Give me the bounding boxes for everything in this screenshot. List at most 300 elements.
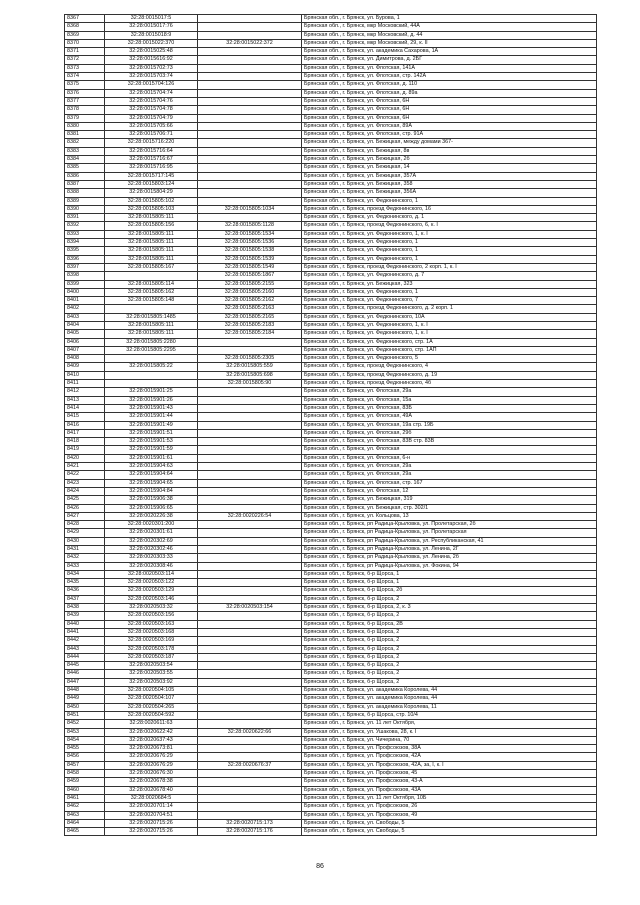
- cadastral-number-cell: [105, 305, 198, 313]
- object-number-cell: 32:28:0015805:1538: [198, 247, 302, 255]
- table-row: [65, 189, 597, 197]
- cadastral-number-cell: 32:28:0015705:66: [105, 122, 198, 130]
- address-cell: Брянская обл., г. Брянск, ул. Флотская, 6Н: [302, 106, 597, 114]
- address-cell: Брянская обл., г. Брянск, ул. Флотская, 29б: [302, 429, 597, 437]
- row-number-cell: 8398: [65, 272, 105, 280]
- table-row: [65, 828, 597, 836]
- object-number-cell: 32:28:0020715:173: [198, 819, 302, 827]
- row-number-cell: 8395: [65, 247, 105, 255]
- object-number-cell: [198, 346, 302, 354]
- object-number-cell: 32:28:0015805:1549: [198, 263, 302, 271]
- address-cell: Брянская обл., г. Брянск, ул. Федюнинского, 1, к. I: [302, 321, 597, 329]
- address-cell: Брянская обл., г. Брянск, б-р Щорса, 1: [302, 579, 597, 587]
- cadastral-number-cell: 32:28:0020701:14: [105, 803, 198, 811]
- address-cell: Брянская обл., г. Брянск, ул. Флотская, 83Б: [302, 404, 597, 412]
- object-number-cell: [198, 73, 302, 81]
- address-cell: Брянская обл., г. Брянск, ул. Чичерина, 70: [302, 736, 597, 744]
- table-row: [65, 421, 597, 429]
- row-number-cell: 8452: [65, 720, 105, 728]
- table-row: [65, 521, 597, 529]
- row-number-cell: 8377: [65, 97, 105, 105]
- address-cell: Брянская обл., г. Брянск, ул. Федюнинского, д. 7: [302, 272, 597, 280]
- cadastral-number-cell: 32:28:0020503:187: [105, 653, 198, 661]
- table-row: [65, 794, 597, 802]
- cadastral-number-cell: 32:28:0020504:105: [105, 687, 198, 695]
- object-number-cell: [198, 711, 302, 719]
- address-cell: Брянская обл., г. Брянск, б-р Щорса, 2: [302, 645, 597, 653]
- table-row: [65, 487, 597, 495]
- address-cell: Брянская обл., г. Брянск, б-р Щорса, 2В: [302, 620, 597, 628]
- row-number-cell: 8460: [65, 786, 105, 794]
- object-number-cell: [198, 463, 302, 471]
- row-number-cell: 8441: [65, 628, 105, 636]
- row-number-cell: 8433: [65, 562, 105, 570]
- address-cell: Брянская обл., г. Брянск, ул. Флотская, 29а: [302, 471, 597, 479]
- address-cell: Брянская обл., г. Брянск, мкр Московский, 44А: [302, 23, 597, 31]
- address-cell: Брянская обл., г. Брянск, ул. Флотская, стр. 167: [302, 479, 597, 487]
- cadastral-number-cell: 32:28:0015904:63: [105, 463, 198, 471]
- cadastral-number-cell: 32:28:0015906:65: [105, 504, 198, 512]
- row-number-cell: 8392: [65, 222, 105, 230]
- row-number-cell: 8396: [65, 255, 105, 263]
- table-row: [65, 288, 597, 296]
- row-number-cell: 8380: [65, 122, 105, 130]
- page-number: 86: [316, 863, 324, 870]
- address-cell: Брянская обл., г. Брянск, ул. Бежицкая, 358: [302, 180, 597, 188]
- table-row: [65, 338, 597, 346]
- table-row: [65, 711, 597, 719]
- row-number-cell: 8418: [65, 438, 105, 446]
- object-number-cell: [198, 736, 302, 744]
- row-number-cell: 8450: [65, 703, 105, 711]
- cadastral-number-cell: 32:28:0015805:22: [105, 363, 198, 371]
- cadastral-number-cell: 32:28:0015805:111: [105, 239, 198, 247]
- cadastral-number-cell: 32:28:0020503:129: [105, 587, 198, 595]
- cadastral-number-cell: 32:28:0020503:114: [105, 570, 198, 578]
- table-row: [65, 579, 597, 587]
- registry-table-container: [64, 14, 596, 836]
- object-number-cell: [198, 786, 302, 794]
- object-number-cell: 32:28:0015805:2183: [198, 321, 302, 329]
- table-row: [65, 720, 597, 728]
- cadastral-number-cell: 32:28:0020504:265: [105, 703, 198, 711]
- object-number-cell: [198, 678, 302, 686]
- cadastral-number-cell: 32:28:0020301:61: [105, 529, 198, 537]
- table-row: [65, 280, 597, 288]
- table-row: [65, 413, 597, 421]
- cadastral-number-cell: 32:28:0015804:29: [105, 189, 198, 197]
- address-cell: Брянская обл., г. Брянск, ул. Флотская, 19а стр. 19Б: [302, 421, 597, 429]
- cadastral-number-cell: 32:28:0020303:33: [105, 554, 198, 562]
- cadastral-number-cell: 32:28:0015803:124: [105, 180, 198, 188]
- cadastral-number-cell: 32:28:0020301:200: [105, 521, 198, 529]
- row-number-cell: 8391: [65, 214, 105, 222]
- cadastral-number-cell: 32:28:0015805:111: [105, 247, 198, 255]
- table-row: [65, 39, 597, 47]
- row-number-cell: 8413: [65, 396, 105, 404]
- row-number-cell: 8379: [65, 114, 105, 122]
- cadastral-number-cell: 32:28:0015805:111: [105, 230, 198, 238]
- table-row: [65, 114, 597, 122]
- object-number-cell: 32:28:0020226:54: [198, 512, 302, 520]
- object-number-cell: [198, 15, 302, 23]
- table-row: [65, 247, 597, 255]
- cadastral-number-cell: 32:28:0020503:55: [105, 670, 198, 678]
- object-number-cell: [198, 180, 302, 188]
- cadastral-number-cell: 32:28:0015901:26: [105, 396, 198, 404]
- table-row: [65, 753, 597, 761]
- address-cell: Брянская обл., г. Брянск, проезд Федюнинского, 2 корп. 1, к. I: [302, 263, 597, 271]
- address-cell: Брянская обл., г. Брянск, ул. Федюнинского, стр. 1А: [302, 338, 597, 346]
- cadastral-number-cell: 32:28:0015704:79: [105, 114, 198, 122]
- object-number-cell: 32:28:0015805:559: [198, 363, 302, 371]
- row-number-cell: 8427: [65, 512, 105, 520]
- cadastral-number-cell: 32:28:0020622:42: [105, 728, 198, 736]
- object-number-cell: [198, 172, 302, 180]
- object-number-cell: 32:28:0015805:1128: [198, 222, 302, 230]
- row-number-cell: 8430: [65, 537, 105, 545]
- address-cell: Брянская обл., г. Брянск, ул. Профсоюзов, 43-А: [302, 778, 597, 786]
- table-row: [65, 745, 597, 753]
- table-row: [65, 645, 597, 653]
- cadastral-number-cell: 32:28:0020673:81: [105, 745, 198, 753]
- row-number-cell: 8389: [65, 197, 105, 205]
- cadastral-number-cell: [105, 380, 198, 388]
- address-cell: Брянская обл., г. Брянск, ул. Флотская, 6Н: [302, 97, 597, 105]
- object-number-cell: [198, 587, 302, 595]
- address-cell: Брянская обл., г. Брянск, рп Радица-Крыловка, ул. Ленина, 2б: [302, 554, 597, 562]
- address-cell: Брянская обл., г. Брянск, ул. Бежицкая, стр. 302/1: [302, 504, 597, 512]
- table-row: [65, 687, 597, 695]
- address-cell: Брянская обл., г. Брянск, ул. Бежицкая, 323: [302, 280, 597, 288]
- address-cell: Брянская обл., г. Брянск, ул. Димитрова, д. 2БГ: [302, 56, 597, 64]
- address-cell: Брянская обл., г. Брянск, проезд Федюнинского, д. 19: [302, 371, 597, 379]
- address-cell: Брянская обл., г. Брянск, б-р Щорса, 2: [302, 670, 597, 678]
- object-number-cell: [198, 811, 302, 819]
- row-number-cell: 8419: [65, 446, 105, 454]
- address-cell: Брянская обл., г. Брянск, ул. Профсоюзов, 42А: [302, 753, 597, 761]
- object-number-cell: [198, 388, 302, 396]
- address-cell: Брянская обл., г. Брянск, ул. Бежицкая, между домами 367-: [302, 139, 597, 147]
- address-cell: Брянская обл., г. Брянск, ул. Бежицкая, 356А: [302, 189, 597, 197]
- object-number-cell: [198, 48, 302, 56]
- table-row: [65, 554, 597, 562]
- table-row: [65, 562, 597, 570]
- object-number-cell: [198, 438, 302, 446]
- row-number-cell: 8425: [65, 496, 105, 504]
- object-number-cell: [198, 562, 302, 570]
- table-row: [65, 570, 597, 578]
- cadastral-number-cell: 32:28:0015904:64: [105, 471, 198, 479]
- cadastral-number-cell: 32:28:0015018:9: [105, 31, 198, 39]
- cadastral-number-cell: 32:28:0015716:220: [105, 139, 198, 147]
- cadastral-number-cell: 32:28:0015717:145: [105, 172, 198, 180]
- row-number-cell: 8374: [65, 73, 105, 81]
- address-cell: Брянская обл., г. Брянск, ул. Флотская, 141А: [302, 64, 597, 72]
- object-number-cell: 32:28:0015805:1534: [198, 230, 302, 238]
- object-number-cell: 32:28:0015805:1536: [198, 239, 302, 247]
- row-number-cell: 8444: [65, 653, 105, 661]
- table-row: [65, 537, 597, 545]
- cadastral-number-cell: 32:28:0015805:156: [105, 222, 198, 230]
- address-cell: Брянская обл., г. Брянск, ул. Флотская, д. 89а: [302, 89, 597, 97]
- table-row: [65, 122, 597, 130]
- cadastral-number-cell: 32:28:0020503:168: [105, 628, 198, 636]
- row-number-cell: 8426: [65, 504, 105, 512]
- cadastral-number-cell: 32:28:0020678:38: [105, 778, 198, 786]
- address-cell: Брянская обл., г. Брянск, ул. Флотская, 15а: [302, 396, 597, 404]
- object-number-cell: [198, 421, 302, 429]
- cadastral-number-cell: 32:28:0015703:74: [105, 73, 198, 81]
- cadastral-number-cell: 32:28:0015716:95: [105, 164, 198, 172]
- address-cell: Брянская обл., г. Брянск, ул. Бежицкая, 8в: [302, 147, 597, 155]
- object-number-cell: [198, 139, 302, 147]
- object-number-cell: [198, 554, 302, 562]
- object-number-cell: [198, 628, 302, 636]
- row-number-cell: 8431: [65, 546, 105, 554]
- row-number-cell: 8370: [65, 39, 105, 47]
- cadastral-number-cell: 32:28:0015901:59: [105, 446, 198, 454]
- cadastral-number-cell: 32:28:0015805:148: [105, 297, 198, 305]
- table-row: [65, 770, 597, 778]
- address-cell: Брянская обл., г. Брянск, ул. Флотская, 29а: [302, 463, 597, 471]
- object-number-cell: 32:28:0015805:1539: [198, 255, 302, 263]
- cadastral-number-cell: 32:28:0020503:54: [105, 662, 198, 670]
- address-cell: Брянская обл., г. Брянск, ул. академика Королева, 44: [302, 687, 597, 695]
- cadastral-number-cell: 32:28:0020503:146: [105, 595, 198, 603]
- table-row: [65, 786, 597, 794]
- table-row: [65, 371, 597, 379]
- row-number-cell: 8412: [65, 388, 105, 396]
- address-cell: Брянская обл., г. Брянск, б-р Щорса, 2: [302, 595, 597, 603]
- table-row: [65, 180, 597, 188]
- row-number-cell: 8436: [65, 587, 105, 595]
- address-cell: Брянская обл., г. Брянск, ул. Кольцова, 13: [302, 512, 597, 520]
- row-number-cell: 8446: [65, 670, 105, 678]
- cadastral-number-cell: 32:28:0015716:67: [105, 156, 198, 164]
- object-number-cell: [198, 147, 302, 155]
- object-number-cell: 32:28:0020622:66: [198, 728, 302, 736]
- cadastral-number-cell: 32:28:0020503:169: [105, 637, 198, 645]
- table-row: [65, 438, 597, 446]
- table-row: [65, 595, 597, 603]
- row-number-cell: 8367: [65, 15, 105, 23]
- row-number-cell: 8373: [65, 64, 105, 72]
- address-cell: Брянская обл., г. Брянск, ул. Свободы, 5: [302, 828, 597, 836]
- address-cell: Брянская обл., г. Брянск, ул. академика Королева, 44: [302, 695, 597, 703]
- table-row: [65, 653, 597, 661]
- cadastral-number-cell: 32:28:0015805:103: [105, 205, 198, 213]
- object-number-cell: [198, 122, 302, 130]
- address-cell: Брянская обл., г. Брянск, ул. 11 лет Октября,: [302, 720, 597, 728]
- table-row: [65, 479, 597, 487]
- row-number-cell: 8428: [65, 521, 105, 529]
- cadastral-number-cell: 32:28:0015805:2295: [105, 346, 198, 354]
- row-number-cell: 8448: [65, 687, 105, 695]
- address-cell: Брянская обл., г. Брянск, ул. Федюнинского, 1: [302, 247, 597, 255]
- object-number-cell: [198, 338, 302, 346]
- cadastral-number-cell: 32:28:0015616:92: [105, 56, 198, 64]
- address-cell: Брянская обл., г. Брянск, ул. Профсоюзов, 26: [302, 803, 597, 811]
- row-number-cell: 8401: [65, 297, 105, 305]
- cadastral-number-cell: 32:28:0015805:162: [105, 288, 198, 296]
- row-number-cell: 8445: [65, 662, 105, 670]
- table-row: [65, 388, 597, 396]
- address-cell: Брянская обл., г. Брянск, б-р Щорса, 2: [302, 637, 597, 645]
- address-cell: Брянская обл., г. Брянск, ул. Федюнинского, 1: [302, 255, 597, 263]
- table-row: [65, 172, 597, 180]
- cadastral-number-cell: 32:28:0015901:43: [105, 404, 198, 412]
- table-row: [65, 23, 597, 31]
- cadastral-number-cell: 32:28:0020503:163: [105, 620, 198, 628]
- cadastral-number-cell: 32:28:0020503:178: [105, 645, 198, 653]
- object-number-cell: [198, 570, 302, 578]
- object-number-cell: [198, 695, 302, 703]
- row-number-cell: 8394: [65, 239, 105, 247]
- cadastral-number-cell: 32:28:0015805:111: [105, 255, 198, 263]
- row-number-cell: 8463: [65, 811, 105, 819]
- object-number-cell: [198, 413, 302, 421]
- cadastral-number-cell: 32:28:0020676:30: [105, 770, 198, 778]
- address-cell: Брянская обл., г. Брянск, б-р Щорса, 2: [302, 678, 597, 686]
- table-row: [65, 819, 597, 827]
- cadastral-number-cell: 32:28:0015805:102: [105, 197, 198, 205]
- table-row: [65, 131, 597, 139]
- cadastral-number-cell: 32:28:0015904:84: [105, 487, 198, 495]
- row-number-cell: 8369: [65, 31, 105, 39]
- object-number-cell: 32:28:0020676:37: [198, 761, 302, 769]
- address-cell: Брянская обл., г. Брянск, ул. Федюнинского, стр. 1АП: [302, 346, 597, 354]
- address-cell: Брянская обл., г. Брянск, б-р Щорса, 2, к. 3: [302, 604, 597, 612]
- address-cell: Брянская обл., г. Брянск, ул. Федюнинского, 1: [302, 239, 597, 247]
- address-cell: Брянская обл., г. Брянск, ул. Профсоюзов, 42А, за, I, к. I: [302, 761, 597, 769]
- address-cell: Брянская обл., г. Брянск, рп Радица-Крыловка, ул. Республиканская, 41: [302, 537, 597, 545]
- cadastral-number-cell: 32:28:0015704:126: [105, 81, 198, 89]
- row-number-cell: 8415: [65, 413, 105, 421]
- cadastral-number-cell: 32:28:0020503:32: [105, 604, 198, 612]
- address-cell: Брянская обл., г. Брянск, ул. академика Королева, 11: [302, 703, 597, 711]
- table-row: [65, 230, 597, 238]
- cadastral-number-cell: 32:28:0020676:29: [105, 761, 198, 769]
- row-number-cell: 8404: [65, 321, 105, 329]
- address-cell: Брянская обл., г. Брянск, ул. Бежицкая, 2б: [302, 156, 597, 164]
- table-row: [65, 736, 597, 744]
- table-row: [65, 15, 597, 23]
- object-number-cell: [198, 81, 302, 89]
- object-number-cell: [198, 778, 302, 786]
- row-number-cell: 8368: [65, 23, 105, 31]
- object-number-cell: [198, 479, 302, 487]
- table-row: [65, 214, 597, 222]
- address-cell: Брянская обл., г. Брянск, ул. Профсоюзов, 43А: [302, 786, 597, 794]
- row-number-cell: 8454: [65, 736, 105, 744]
- table-row: [65, 662, 597, 670]
- table-row: [65, 546, 597, 554]
- cadastral-number-cell: 32:28:0015901:49: [105, 421, 198, 429]
- object-number-cell: [198, 454, 302, 462]
- cadastral-number-cell: 32:28:0015704:78: [105, 106, 198, 114]
- table-row: [65, 429, 597, 437]
- registry-table-body: [65, 15, 597, 836]
- row-number-cell: 8390: [65, 205, 105, 213]
- object-number-cell: [198, 197, 302, 205]
- table-row: [65, 454, 597, 462]
- row-number-cell: 8378: [65, 106, 105, 114]
- address-cell: Брянская обл., г. Брянск, б-р Щорса, 1: [302, 570, 597, 578]
- table-row: [65, 272, 597, 280]
- address-cell: Брянская обл., г. Брянск, ул. Бежицкая, 319: [302, 496, 597, 504]
- row-number-cell: 8458: [65, 770, 105, 778]
- object-number-cell: [198, 595, 302, 603]
- row-number-cell: 8423: [65, 479, 105, 487]
- cadastral-number-cell: 32:28:0020302:69: [105, 537, 198, 545]
- address-cell: Брянская обл., г. Брянск, ул. Бежицкая, 357А: [302, 172, 597, 180]
- table-row: [65, 695, 597, 703]
- object-number-cell: [198, 23, 302, 31]
- row-number-cell: 8456: [65, 753, 105, 761]
- object-number-cell: 32:28:0020503:154: [198, 604, 302, 612]
- address-cell: Брянская обл., г. Брянск, ул. Флотская, 12: [302, 487, 597, 495]
- address-cell: Брянская обл., г. Брянск, ул. Федюнинского, 1, к. I: [302, 230, 597, 238]
- table-row: [65, 297, 597, 305]
- table-row: [65, 355, 597, 363]
- cadastral-number-cell: 32:28:0015805:111: [105, 330, 198, 338]
- object-number-cell: 32:28:0015805:90: [198, 380, 302, 388]
- cadastral-number-cell: 32:28:0020503:156: [105, 612, 198, 620]
- address-cell: Брянская обл., г. Брянск, мкр Московский, 29, к. II: [302, 39, 597, 47]
- object-number-cell: [198, 637, 302, 645]
- row-number-cell: 8439: [65, 612, 105, 620]
- table-row: [65, 106, 597, 114]
- row-number-cell: 8420: [65, 454, 105, 462]
- address-cell: Брянская обл., г. Брянск, ул. Флотская, 6-н: [302, 454, 597, 462]
- row-number-cell: 8403: [65, 313, 105, 321]
- table-row: [65, 678, 597, 686]
- row-number-cell: 8443: [65, 645, 105, 653]
- object-number-cell: [198, 404, 302, 412]
- table-row: [65, 222, 597, 230]
- object-number-cell: [198, 106, 302, 114]
- address-cell: Брянская обл., г. Брянск, ул. Профсоюзов, 49: [302, 811, 597, 819]
- table-row: [65, 263, 597, 271]
- object-number-cell: [198, 670, 302, 678]
- table-row: [65, 197, 597, 205]
- table-row: [65, 587, 597, 595]
- row-number-cell: 8435: [65, 579, 105, 587]
- address-cell: Брянская обл., г. Брянск, ул. Флотская: [302, 446, 597, 454]
- table-row: [65, 463, 597, 471]
- object-number-cell: [198, 114, 302, 122]
- cadastral-number-cell: 32:28:0015017:5: [105, 15, 198, 23]
- table-row: [65, 330, 597, 338]
- cadastral-number-cell: [105, 371, 198, 379]
- address-cell: Брянская обл., г. Брянск, проезд Федюнинского, д. 2 корп. 1: [302, 305, 597, 313]
- address-cell: Брянская обл., г. Брянск, ул. Флотская, 6Н: [302, 114, 597, 122]
- table-row: [65, 305, 597, 313]
- row-number-cell: 8385: [65, 164, 105, 172]
- row-number-cell: 8382: [65, 139, 105, 147]
- row-number-cell: 8408: [65, 355, 105, 363]
- cadastral-number-cell: 32:28:0020611:63: [105, 720, 198, 728]
- cadastral-number-cell: 32:28:0020704:51: [105, 811, 198, 819]
- cadastral-number-cell: 32:28:0020715:26: [105, 828, 198, 836]
- address-cell: Брянская обл., г. Брянск, ул. Флотская, 29а: [302, 388, 597, 396]
- cadastral-number-cell: 32:28:0015904:65: [105, 479, 198, 487]
- address-cell: Брянская обл., г. Брянск, ул. 11 лет Октября, 10Б: [302, 794, 597, 802]
- cadastral-number-cell: 32:28:0020504:107: [105, 695, 198, 703]
- table-row: [65, 811, 597, 819]
- object-number-cell: 32:28:0020715:176: [198, 828, 302, 836]
